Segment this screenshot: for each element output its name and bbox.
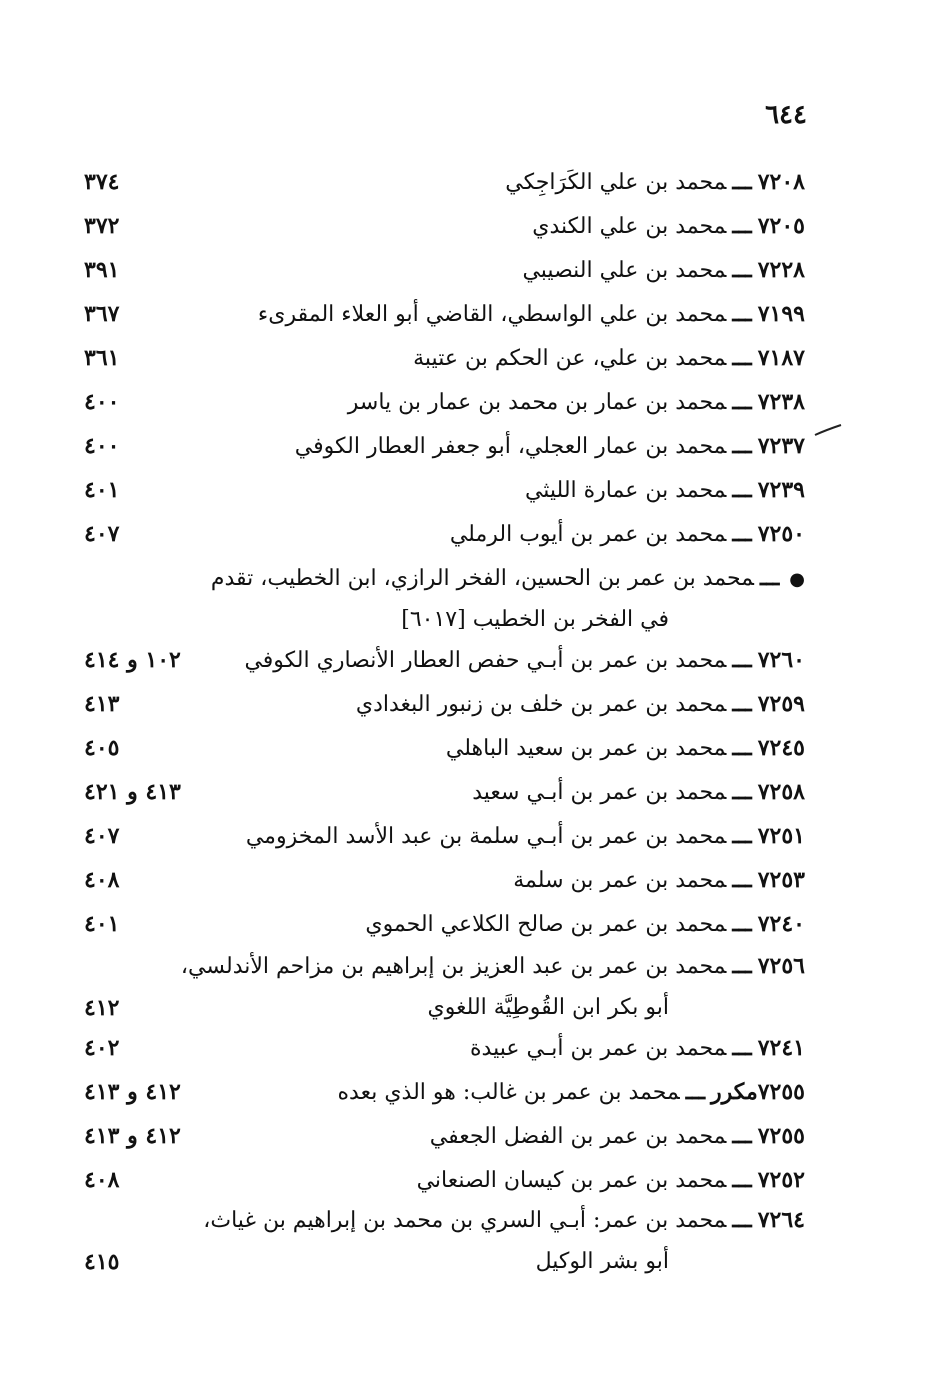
entry-name: محمد بن عمر بن صالح الكلاعي الحموي	[365, 912, 727, 937]
entry-pages: ٤٠١	[84, 911, 120, 937]
entry-pages: ٣٧٤	[84, 169, 120, 195]
entry-name: محمد بن عمر بن سلمة	[513, 868, 727, 893]
entry-number: ٧٢٤٥	[757, 735, 805, 761]
entry-main-line	[430, 1116, 805, 1157]
entry-name: محمد بن عمر بن الحسين، الفخر الرازي، ابن الخطيب، تقدم	[210, 566, 754, 591]
entry-number: ٧٢٥٩	[757, 691, 805, 717]
entry-name: محمد بن علي الواسطي، القاضي أبو العلاء المقرىء	[257, 302, 727, 327]
entry-pages: ٤٠٧	[84, 823, 120, 849]
entry-main-line	[211, 558, 805, 600]
entry-dash: ـــ	[732, 301, 752, 327]
index-entry	[0, 1160, 927, 1204]
entry-main-line	[450, 514, 805, 555]
index-entry	[0, 338, 927, 382]
entry-main-line	[246, 816, 805, 857]
entry-pages: ٤٠١	[84, 477, 120, 503]
index-entry	[0, 250, 927, 294]
index-entry	[0, 426, 927, 470]
entry-dash: ـــ	[732, 169, 752, 195]
entry-main-line	[513, 860, 805, 901]
entry-name: محمد بن عمار بن محمد بن عمار بن ياسر	[347, 390, 727, 415]
entry-number: ٧٢٤٠	[757, 911, 805, 937]
entry-dash: ـــ	[732, 779, 752, 805]
entry-dash: ـــ	[732, 911, 752, 937]
entry-main-line	[203, 1200, 805, 1241]
bullet-icon: ●	[789, 569, 805, 590]
index-entry	[0, 816, 927, 860]
entry-pages: ٤١٢ و ٤١٣	[84, 1123, 181, 1149]
index-entry	[0, 684, 927, 728]
entry-pages: ٤١٣	[84, 691, 120, 717]
entry-number: ٧٢٣٨	[757, 389, 805, 415]
index-entry-continuation	[0, 988, 927, 1032]
entry-name: محمد بن علي الكَرَاجِكي	[505, 170, 727, 195]
entry-dash: ـــ	[732, 647, 752, 673]
entry-dash: ـــ	[732, 389, 752, 415]
index-entry	[0, 206, 927, 250]
entry-name: محمد بن علي، عن الحكم بن عتيبة	[413, 346, 727, 371]
entry-dash: ـــ	[732, 433, 752, 459]
entry-pages: ٤٠٠	[84, 433, 120, 459]
index-entry	[0, 514, 927, 558]
entry-dash: ـــ	[732, 521, 752, 547]
index-entry	[0, 294, 927, 338]
entry-main-line	[470, 1028, 805, 1069]
entry-number: ٧٢٥١	[757, 823, 805, 849]
entry-name: محمد بن عمر بن أبـي سلمة بن عبد الأسد المخزومي	[245, 824, 727, 849]
entry-number: ٧٢٥٦	[757, 953, 805, 979]
entry-pages: ٤٠٢	[84, 1035, 120, 1061]
entry-name: محمد بن عمر بن سعيد الباهلي	[445, 736, 727, 761]
entry-main-line	[348, 382, 805, 423]
entry-number: ٧٢٠٥	[757, 213, 805, 239]
entry-main-line	[525, 470, 805, 511]
entry-dash: ـــ	[732, 823, 752, 849]
index-entry-continuation	[0, 1242, 927, 1286]
entry-main-line	[505, 162, 805, 203]
index-entry	[0, 382, 927, 426]
entry-number: ٧١٨٧	[757, 345, 805, 371]
entry-dash: ـــ	[732, 691, 752, 717]
entry-pages: ٤٠٧	[84, 521, 120, 547]
entry-name: محمد بن عمر بن أبـي سعيد	[472, 780, 727, 805]
index-entry	[0, 470, 927, 514]
index-entry	[0, 1200, 927, 1244]
entry-main-line	[417, 1160, 805, 1201]
entry-dash: ـــ	[732, 1123, 752, 1149]
index-entry	[0, 860, 927, 904]
entry-name: محمد بن عمر بن أبـي عبيدة	[470, 1036, 727, 1061]
entry-pages: ٤١٣ و ٤٢١	[84, 779, 181, 805]
entry-pages: ١٠٢ و ٤١٤	[84, 647, 181, 673]
entry-name: محمد بن عمر بن كيسان الصنعاني	[416, 1168, 727, 1193]
entry-dash: ـــ	[732, 213, 752, 239]
entry-name: محمد بن عمارة الليثي	[524, 478, 727, 503]
entry-dash: ـــ	[732, 345, 752, 371]
entry-pages: ٣٧٢	[84, 213, 120, 239]
entry-main-line	[244, 640, 805, 681]
entry-pages: ٣٦١	[84, 345, 120, 371]
entry-name: محمد بن عمار العجلي، أبو جعفر العطار الكوفي	[294, 434, 727, 459]
entry-main-line	[338, 1072, 805, 1113]
entry-number: ٧٢٢٨	[757, 257, 805, 283]
entry-name: محمد بن عمر: أبـي السري بن محمد بن إبراهيم بن غياث،	[203, 1208, 727, 1233]
entry-number: ٧٢٦٠	[757, 647, 805, 673]
entry-main-line	[295, 426, 805, 467]
entry-dash: ـــ	[732, 953, 752, 979]
entry-pages: ٤٠٥	[84, 735, 120, 761]
index-entry	[0, 904, 927, 948]
entry-number: ٧٢٥٣	[757, 867, 805, 893]
entry-main-line	[413, 338, 805, 379]
index-entry	[0, 1028, 927, 1072]
entry-dash: ـــ	[732, 257, 752, 283]
entry-main-line	[446, 728, 805, 769]
entry-pages: ٣٦٧	[84, 301, 120, 327]
entry-number: ٧٢٥٥	[757, 1123, 805, 1149]
entry-name: محمد بن عمر بن غالب: هو الذي بعده	[337, 1080, 680, 1105]
entry-number: ٧٢٥٢	[757, 1167, 805, 1193]
entry-pages: ٤١٥	[84, 1249, 120, 1275]
entry-number: ٧١٩٩	[757, 301, 805, 327]
index-entry	[0, 558, 927, 602]
entry-dash: ـــ	[732, 867, 752, 893]
entry-name: محمد بن علي الكندي	[532, 214, 727, 239]
entry-pages: ٤٠٠	[84, 389, 120, 415]
entry-pages: ٤١٢	[84, 995, 120, 1021]
entry-number: ٧٢٦٤	[757, 1207, 805, 1233]
entry-main-line	[472, 772, 805, 813]
entry-dash: ـــ	[759, 565, 780, 591]
index-entry-continuation	[0, 600, 927, 644]
entry-continuation: في الفخر بن الخطيب [٦٠١٧]	[401, 607, 669, 632]
entry-number: ٧٢٥٨	[757, 779, 805, 805]
entry-pages: ٤٠٨	[84, 867, 120, 893]
entry-name: محمد بن عمر بن أيوب الرملي	[449, 522, 727, 547]
entry-number: ٧٢٥٠	[757, 521, 805, 547]
entry-dash: ـــ	[685, 1079, 706, 1105]
entry-main-line	[365, 904, 805, 945]
entry-main-line	[356, 684, 805, 725]
entry-pages: ٣٩١	[84, 257, 120, 283]
index-entry	[0, 162, 927, 206]
entry-name: محمد بن عمر بن خلف بن زنبور البغدادي	[355, 692, 727, 717]
entry-dash: ـــ	[732, 1035, 752, 1061]
entry-name: محمد بن عمر بن أبـي حفص العطار الأنصاري الكوفي	[244, 648, 727, 673]
entry-pages: ٤٠٨	[84, 1167, 120, 1193]
entry-main-line	[258, 294, 805, 335]
entry-name: محمد بن عمر بن عبد العزيز بن إبراهيم بن مزاحم الأندلسي،	[180, 954, 727, 979]
entry-dash: ـــ	[732, 1207, 752, 1233]
entry-number: ٧٢٣٩	[757, 477, 805, 503]
entry-continuation: أبو بشر الوكيل	[535, 1249, 669, 1274]
index-entry	[0, 728, 927, 772]
entry-pages: ٤١٢ و ٤١٣	[84, 1079, 181, 1105]
entry-dash: ـــ	[732, 735, 752, 761]
page-number: ٦٤٤	[765, 100, 807, 130]
entry-number: ٧٢٣٧	[757, 433, 805, 459]
entry-number: ٧٢٠٨	[757, 169, 805, 195]
entry-number: ٧٢٥٥مكرر	[711, 1079, 805, 1105]
entry-main-line	[522, 250, 805, 291]
entry-main-line	[181, 946, 805, 987]
index-entry	[0, 946, 927, 990]
entry-dash: ـــ	[732, 1167, 752, 1193]
entry-name: محمد بن علي النصيبي	[522, 258, 727, 283]
entry-main-line	[532, 206, 805, 247]
entry-continuation: أبو بكر ابن القُوطِيَّة اللغوي	[427, 995, 669, 1020]
entry-name: محمد بن عمر بن الفضل الجعفي	[429, 1124, 727, 1149]
entry-number: ٧٢٤١	[757, 1035, 805, 1061]
entry-dash: ـــ	[732, 477, 752, 503]
